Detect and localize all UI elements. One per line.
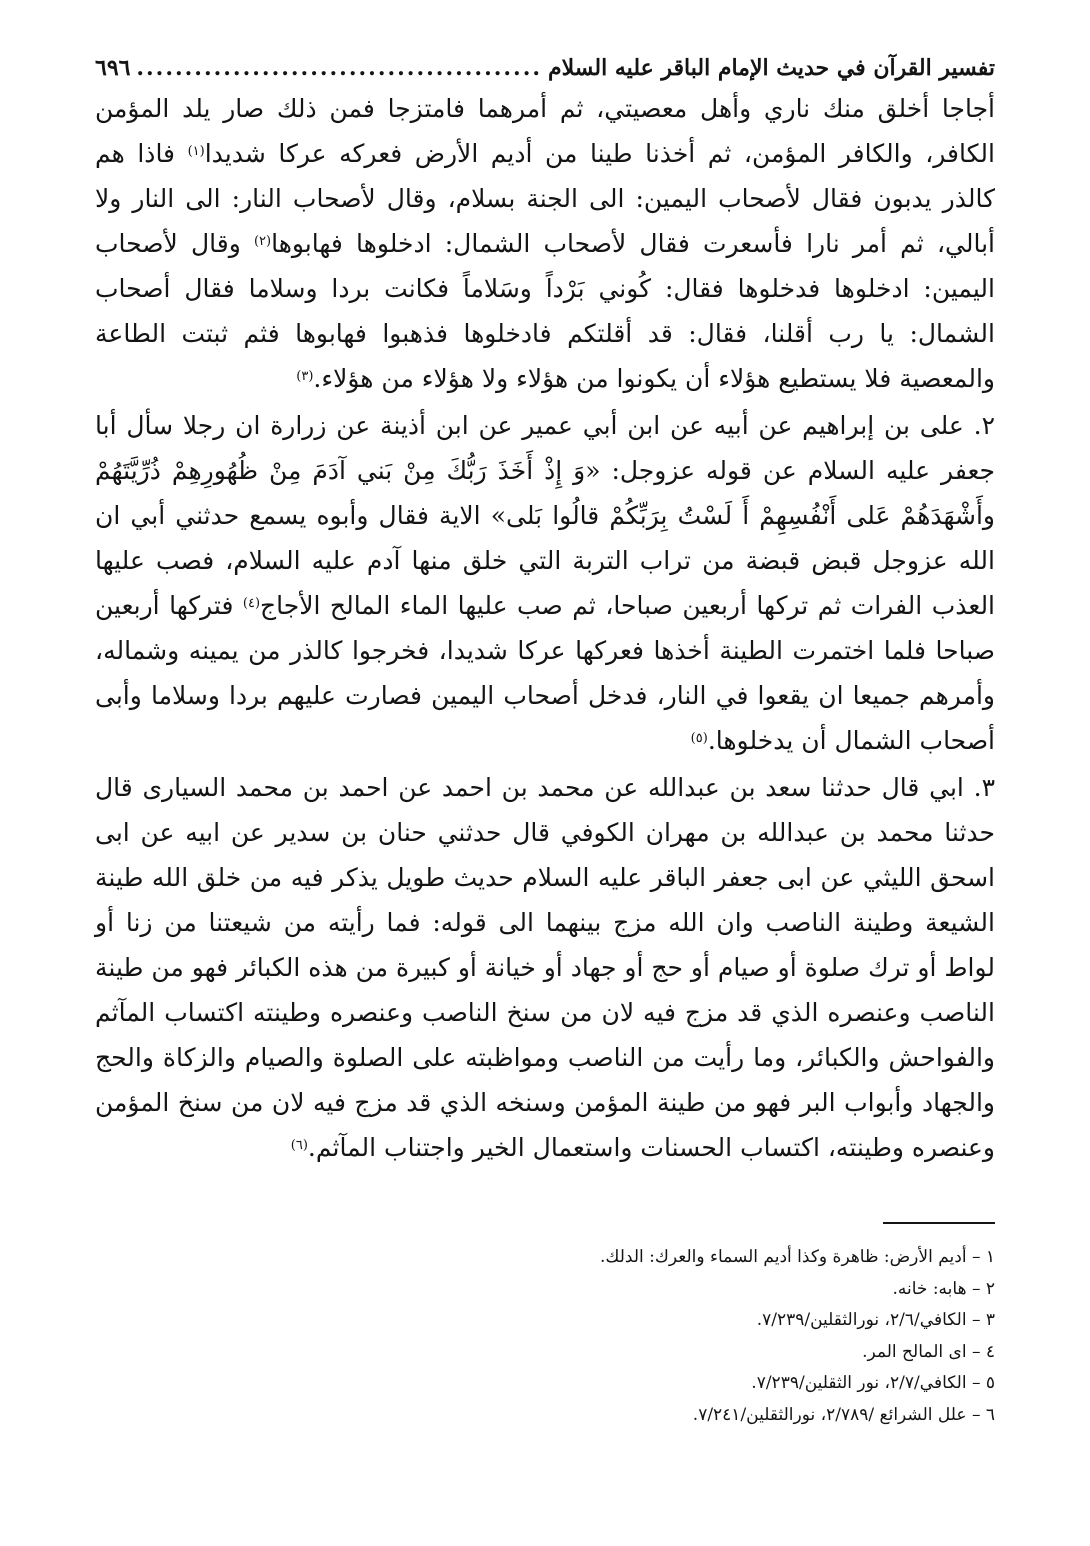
text-segment: وقال لأصحاب اليمين: ادخلوها فدخلوها فقال: كُوني بَرْداً وسَلاماً فكانت بردا وسلاما فقال أصحاب الشمال: يا رب أقلنا، فقال: قد أقلتكم فادخلوها فذهبوا فهابوها فثم ثبتت الطاعة والمعصية فلا يستطيع هؤلاء أن يكونوا من هؤلاء ولا هؤلاء من هؤلاء. (95, 229, 995, 393)
footnote-item: ٤ – اى المالح المر. (862, 1341, 995, 1362)
text-segment: أجاجا أخلق منك ناري وأهل معصيتي، ثم أمرهما فامتزجا فمن ذلك صار يلد المؤمن الكافر، والكافر المؤمن، ثم أخذنا طينا من أديم الأرض فعركه عركا شديدا (95, 94, 995, 168)
text-segment: فتركها أربعين صباحا فلما اختمرت الطينة أخذها فعركها عركا شديدا، فخرجوا كالذر من يمينه وشماله، وأمرهم جميعا ان يقعوا في النار، فدخل أصحاب اليمين فصارت عليهم بردا وسلاما وأبى أصحاب الشمال أن يدخلوها. (95, 591, 995, 755)
book-page (95, 52, 995, 1431)
paragraph-continuation (95, 86, 995, 401)
paragraph-hadith-3 (95, 765, 995, 1170)
footnote-item: ٥ – الكافي/٢/٧، نور الثقلين/٧/٢٣٩. (751, 1373, 995, 1393)
footnote-ref: (٥) (690, 731, 708, 746)
footnote-item: ٦ – علل الشرائع /٢/٧٨٩، نورالثقلين/٧/٢٤١. (692, 1404, 995, 1425)
footnote-ref: (٤) (242, 596, 261, 611)
footnote-ref: (٦) (290, 1138, 308, 1153)
paragraph-hadith-2 (95, 403, 995, 763)
main-text (95, 86, 995, 1170)
footnote-item: ٢ – هابه: خانه. (892, 1278, 995, 1299)
footnote-separator (883, 1222, 995, 1224)
running-header (95, 52, 995, 86)
text-segment: فاذا هم كالذر يدبون فقال لأصحاب اليمين: الى الجنة بسلام، وقال لأصحاب النار: الى النار ولا أبالي، ثم أمر نارا فأسعرت فقال لأصحاب الشمال: ادخلوها فهابوها (95, 139, 996, 258)
footnote-item: ١ – أديم الأرض: ظاهرة وكذا أديم السماء والعرك: الدلك. (599, 1247, 995, 1267)
text-segment: ٣. ابي قال حدثنا سعد بن عبدالله عن محمد بن احمد عن احمد بن محمد السيارى قال حدثنا محمد بن عبدالله بن مهران الكوفي قال حدثني حنان بن سدير عن ابيه عن ابى اسحق الليثي عن ابى جعفر الباقر عليه السلام حديث طويل يذكر فيه من خلق الله طينة الشيعة وطينة الناصب وان الله مزج بينهما الى قوله: فما رأيته من شيعتنا من زنا أو لواط أو ترك صلوة أو صيام أو حج أو جهاد أو خيانة أو كبيرة من هذه الكبائر فهو من طينة الناصب وعنصره الذي قد مزج فيه لان من سنخ الناصب وعنصره وطينته اكتساب المآثم والفواحش والكبائر، وما رأيت من الناصب ومواظبته على الصلوة والصيام والزكاة والحج والجهاد وأبواب البر فهو من طينة المؤمن وسنخه الذي قد مزج فيه لان من سنخ المؤمن وعنصره وطينته، اكتساب الحسنات واستعمال الخير واجتناب المآثم. (95, 773, 995, 1162)
footnote-ref: (٢) (253, 234, 272, 249)
footnote-ref: (٣) (296, 369, 314, 384)
footnote-item: ٣ – الكافي/٢/٦، نورالثقلين/٧/٢٣٩. (756, 1310, 995, 1330)
header-title: تفسير القرآن في حديث الإمام الباقر عليه السلام (548, 55, 995, 81)
footnote-ref: (١) (187, 144, 205, 159)
text-segment: ٢. على بن إبراهيم عن أبيه عن ابن أبي عمير عن ابن أذينة عن زرارة ان رجلا سأل أبا جعفر عليه السلام عن قوله عزوجل: «وَ إِذْ أَخَذَ رَبُّكَ مِنْ بَني آدَمَ مِنْ ظُهُورِهِمْ ذُرِّيَّتَهُمْ وأَشْهَدَهُمْ عَلى أَنْفُسِهِمْ أَ لَسْتُ بِرَبِّكُمْ قالُوا بَلى» الاية فقال وأبوه يسمع حدثني أبي ان الله عزوجل قبض قبضة من تراب التربة التي خلق منها آدم عليه السلام، فصب عليها العذب الفرات ثم تركها أربعين صباحا، ثم صب عليها الماء المالح الأجاج (95, 411, 996, 620)
footnotes (95, 1242, 995, 1431)
header-dot-leader: .......................................... (136, 55, 543, 81)
page-number: ٦٩٦ (95, 55, 131, 81)
